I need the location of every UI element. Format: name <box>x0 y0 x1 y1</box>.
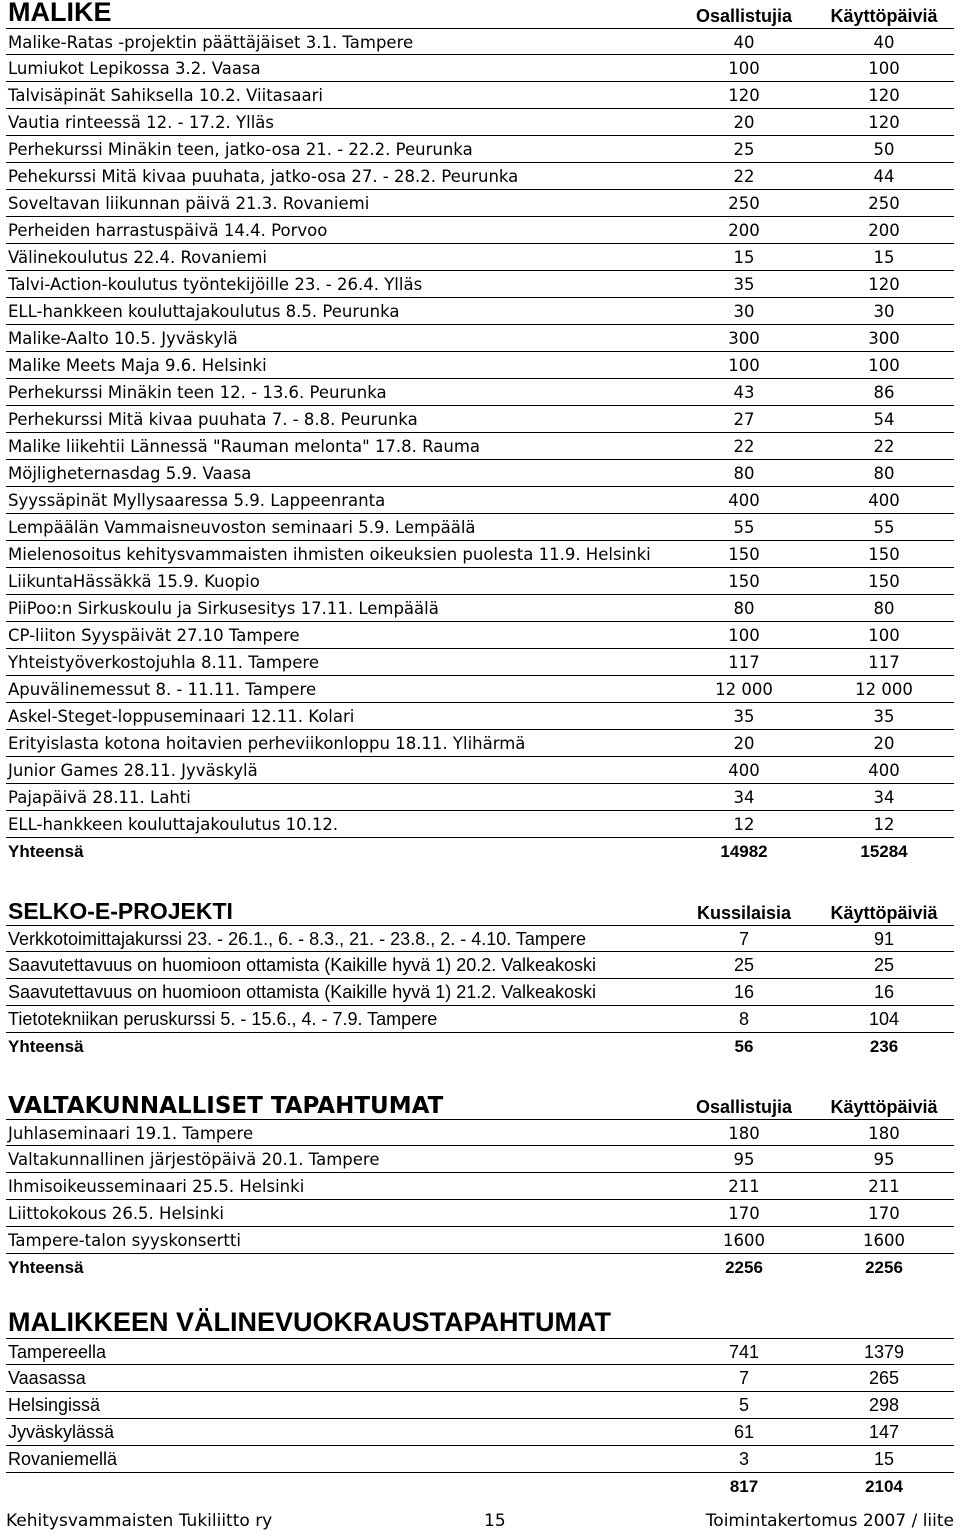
row-value-participants: 25 <box>733 955 755 975</box>
row-value-days: 150 <box>868 545 900 564</box>
row-value-days: 30 <box>873 302 895 321</box>
table-row <box>6 136 954 163</box>
row-value-participants: 741 <box>728 1342 760 1362</box>
row-value-participants: 400 <box>728 761 760 780</box>
row-label: Perheiden harrastuspäivä 14.4. Porvoo <box>8 221 328 240</box>
row-label: Verkkotoimittajakurssi 23. - 26.1., 6. - 8.3., 21. - 23.8., 2. - 4.10. Tampere <box>8 929 586 949</box>
table-row <box>6 1338 954 1365</box>
row-label: Perhekurssi Mitä kivaa puuhata 7. - 8.8. Peurunka <box>8 410 418 429</box>
row-value-days: 15 <box>873 1449 895 1469</box>
row-value-participants: 150 <box>728 572 760 591</box>
row-label: Apuvälinemessut 8. - 11.11. Tampere <box>8 680 317 699</box>
row-value-days: 180 <box>868 1124 900 1143</box>
row-value-days: 12 000 <box>855 680 913 699</box>
row-value-participants: 22 <box>733 437 755 456</box>
row-label: Rovaniemellä <box>8 1449 118 1469</box>
table-row <box>6 1392 954 1419</box>
table-row <box>6 217 954 244</box>
column-header-days: Käyttöpäiviä <box>830 6 938 26</box>
table-row <box>6 622 954 649</box>
row-value-participants: 250 <box>728 194 760 213</box>
row-value-days: 300 <box>868 329 900 348</box>
row-value-days: 400 <box>868 761 900 780</box>
row-label: Lempäälän Vammaisneuvoston seminaari 5.9. Lempäälä <box>8 518 476 537</box>
row-label: Syyssäpinät Myllysaaressa 5.9. Lappeenranta <box>8 491 386 510</box>
table-row <box>6 28 954 55</box>
section-header <box>6 1091 954 1119</box>
row-label: Möjligheternasdag 5.9. Vaasa <box>8 464 252 483</box>
total-row <box>6 1033 954 1060</box>
row-value-days: 1379 <box>863 1342 905 1362</box>
row-value-days: 265 <box>868 1368 900 1388</box>
table-row <box>6 1446 954 1473</box>
section-header <box>6 0 954 28</box>
table-row <box>6 298 954 325</box>
row-value-days: 55 <box>873 518 895 537</box>
section-valtakunnalliset <box>6 1091 954 1281</box>
row-value-days: 147 <box>868 1422 900 1442</box>
table-row <box>6 541 954 568</box>
row-value-days: 1600 <box>863 1231 905 1250</box>
section-title: MALIKKEEN VÄLINEVUOKRAUSTAPAHTUMAT <box>8 1307 611 1337</box>
row-label: Askel-Steget-loppuseminaari 12.11. Kolari <box>8 707 355 726</box>
row-label: Malike-Ratas -projektin päättäjäiset 3.1. Tampere <box>8 33 414 52</box>
section-valinevuokraus <box>6 1307 954 1500</box>
table-row <box>6 352 954 379</box>
table-body <box>6 1338 954 1500</box>
page-footer <box>0 1511 960 1535</box>
row-label: Yhteistyöverkostojuhla 8.11. Tampere <box>8 653 319 672</box>
table-row <box>6 82 954 109</box>
row-value-participants: 20 <box>733 734 755 753</box>
table-row <box>6 325 954 352</box>
total-label: Yhteensä <box>8 842 84 861</box>
row-value-participants: 15 <box>733 248 755 267</box>
row-label: Ihmisoikeusseminaari 25.5. Helsinki <box>8 1177 305 1196</box>
row-value-participants: 100 <box>728 59 760 78</box>
table-row <box>6 487 954 514</box>
row-value-days: 34 <box>873 788 895 807</box>
row-label: Lumiukot Lepikossa 3.2. Vaasa <box>8 59 261 78</box>
table-row <box>6 952 954 979</box>
row-label: Erityislasta kotona hoitavien perheviikonloppu 18.11. Ylihärmä <box>8 734 526 753</box>
section-header <box>6 897 954 925</box>
row-value-participants: 20 <box>733 113 755 132</box>
row-value-days: 120 <box>868 113 900 132</box>
row-value-participants: 211 <box>728 1177 760 1196</box>
row-value-participants: 3 <box>738 1449 749 1469</box>
row-value-days: 104 <box>868 1009 900 1029</box>
table-row <box>6 568 954 595</box>
row-value-participants: 34 <box>733 788 755 807</box>
row-value-participants: 300 <box>728 329 760 348</box>
table-row <box>6 271 954 298</box>
row-label: ELL-hankkeen kouluttajakoulutus 10.12. <box>8 815 339 834</box>
table-row <box>6 163 954 190</box>
row-value-participants: 95 <box>733 1150 755 1169</box>
table-row <box>6 676 954 703</box>
total-participants: 56 <box>734 1037 754 1056</box>
total-label: Yhteensä <box>8 1258 84 1277</box>
row-value-days: 95 <box>873 1150 895 1169</box>
row-value-participants: 100 <box>728 356 760 375</box>
table-row <box>6 649 954 676</box>
row-label: Liittokokous 26.5. Helsinki <box>8 1204 224 1223</box>
row-label: Juhlaseminaari 19.1. Tampere <box>8 1124 254 1143</box>
table-row <box>6 1365 954 1392</box>
table-row <box>6 1146 954 1173</box>
table-body <box>6 28 954 865</box>
row-label: CP-liiton Syyspäivät 27.10 Tampere <box>8 626 300 645</box>
row-value-participants: 27 <box>733 410 755 429</box>
row-value-days: 44 <box>873 167 895 186</box>
row-label: PiiPoo:n Sirkuskoulu ja Sirkusesitys 17.11. Lempäälä <box>8 599 439 618</box>
row-label: Malike-Aalto 10.5. Jyväskylä <box>8 329 238 348</box>
section-title: SELKO-E-PROJEKTI <box>8 898 233 924</box>
row-value-days: 35 <box>873 707 895 726</box>
row-value-participants: 30 <box>733 302 755 321</box>
row-value-days: 80 <box>873 464 895 483</box>
row-label: Pehekurssi Mitä kivaa puuhata, jatko-osa 27. - 28.2. Peurunka <box>8 167 519 186</box>
row-value-participants: 61 <box>733 1422 755 1442</box>
table-row <box>6 1173 954 1200</box>
row-value-days: 40 <box>873 33 895 52</box>
column-header-days: Käyttöpäiviä <box>830 903 938 923</box>
row-value-participants: 16 <box>733 982 755 1002</box>
table-row <box>6 757 954 784</box>
row-label: Tampereella <box>8 1342 107 1362</box>
row-value-days: 170 <box>868 1204 900 1223</box>
total-participants: 2256 <box>725 1258 763 1277</box>
row-value-days: 250 <box>868 194 900 213</box>
row-value-days: 12 <box>873 815 895 834</box>
row-value-days: 86 <box>873 383 895 402</box>
row-value-days: 100 <box>868 59 900 78</box>
row-value-participants: 80 <box>733 599 755 618</box>
row-label: Vautia rinteessä 12. - 17.2. Ylläs <box>8 113 274 132</box>
row-label: LiikuntaHässäkkä 15.9. Kuopio <box>8 572 260 591</box>
row-value-days: 120 <box>868 86 900 105</box>
row-value-days: 211 <box>868 1177 900 1196</box>
row-value-participants: 5 <box>738 1395 749 1415</box>
table-row <box>6 514 954 541</box>
row-value-days: 117 <box>868 653 900 672</box>
row-value-participants: 150 <box>728 545 760 564</box>
table-row <box>6 406 954 433</box>
table-row <box>6 379 954 406</box>
column-header-participants: Kussilaisia <box>696 903 792 923</box>
row-value-participants: 400 <box>728 491 760 510</box>
table-row <box>6 811 954 838</box>
row-label: Jyväskylässä <box>8 1422 115 1442</box>
row-value-participants: 25 <box>733 140 755 159</box>
table-row <box>6 460 954 487</box>
row-label: Tietotekniikan peruskurssi 5. - 15.6., 4. - 7.9. Tampere <box>8 1009 438 1029</box>
total-row <box>6 1254 954 1281</box>
row-value-days: 25 <box>873 955 895 975</box>
row-label: Vaasassa <box>8 1368 86 1388</box>
column-header-participants: Osallistujia <box>695 1097 793 1117</box>
total-row <box>6 838 954 865</box>
table-row <box>6 925 954 952</box>
row-value-days: 100 <box>868 626 900 645</box>
footer-organization: Kehitysvammaisten Tukiliitto ry <box>6 1511 273 1531</box>
row-label: Malike liikehtii Lännessä "Rauman melonta" 17.8. Rauma <box>8 437 481 456</box>
row-label: Helsingissä <box>8 1395 101 1415</box>
row-label: Perhekurssi Minäkin teen 12. - 13.6. Peurunka <box>8 383 387 402</box>
section-header <box>6 1307 954 1338</box>
row-value-participants: 35 <box>733 707 755 726</box>
table-row <box>6 979 954 1006</box>
table-row <box>6 730 954 757</box>
row-value-participants: 100 <box>728 626 760 645</box>
row-value-participants: 7 <box>738 1368 749 1388</box>
column-header-participants: Osallistujia <box>695 6 793 26</box>
total-row <box>6 1473 954 1500</box>
row-value-days: 80 <box>873 599 895 618</box>
row-value-days: 200 <box>868 221 900 240</box>
row-label: Junior Games 28.11. Jyväskylä <box>8 761 258 780</box>
row-value-participants: 170 <box>728 1204 760 1223</box>
row-label: ELL-hankkeen kouluttajakoulutus 8.5. Peurunka <box>8 302 400 321</box>
row-label: Saavutettavuus on huomioon ottamista (Kaikille hyvä 1) 20.2. Valkeakoski <box>8 955 596 975</box>
row-value-days: 120 <box>868 275 900 294</box>
section-malike <box>6 0 954 865</box>
table-row <box>6 784 954 811</box>
table-row <box>6 190 954 217</box>
row-value-participants: 117 <box>728 653 760 672</box>
footer-document-title: Toimintakertomus 2007 / liite <box>705 1511 954 1531</box>
row-value-participants: 8 <box>738 1009 749 1029</box>
section-title: MALIKE <box>8 0 112 27</box>
row-label: Valtakunnallinen järjestöpäivä 20.1. Tampere <box>8 1150 380 1169</box>
row-label: Mielenosoitus kehitysvammaisten ihmisten oikeuksien puolesta 11.9. Helsinki <box>8 545 651 564</box>
row-label: Tampere-talon syyskonsertti <box>8 1231 241 1250</box>
row-value-days: 91 <box>873 929 895 949</box>
table-row <box>6 55 954 82</box>
row-value-participants: 180 <box>728 1124 760 1143</box>
total-participants: 817 <box>729 1477 759 1496</box>
row-label: Välinekoulutus 22.4. Rovaniemi <box>8 248 267 267</box>
row-value-participants: 40 <box>733 33 755 52</box>
row-value-participants: 200 <box>728 221 760 240</box>
row-value-participants: 7 <box>738 929 749 949</box>
row-value-participants: 80 <box>733 464 755 483</box>
row-value-days: 54 <box>873 410 895 429</box>
row-label: Talvi-Action-koulutus työntekijöille 23. - 26.4. Ylläs <box>8 275 423 294</box>
table-row <box>6 1419 954 1446</box>
total-days: 236 <box>869 1037 899 1056</box>
table-body <box>6 925 954 1060</box>
row-value-participants: 1600 <box>723 1231 765 1250</box>
row-value-participants: 22 <box>733 167 755 186</box>
page-number: 15 <box>484 1511 506 1531</box>
row-value-participants: 12 000 <box>715 680 773 699</box>
section-selko <box>6 897 954 1060</box>
row-label: Talvisäpinät Sahiksella 10.2. Viitasaari <box>8 86 323 105</box>
row-label: Soveltavan liikunnan päivä 21.3. Rovaniemi <box>8 194 370 213</box>
table-body <box>6 1119 954 1281</box>
column-header-days: Käyttöpäiviä <box>830 1097 938 1117</box>
row-value-days: 150 <box>868 572 900 591</box>
row-value-days: 22 <box>873 437 895 456</box>
table-row <box>6 433 954 460</box>
table-row <box>6 109 954 136</box>
table-row <box>6 595 954 622</box>
row-value-participants: 55 <box>733 518 755 537</box>
total-days: 2104 <box>865 1477 903 1496</box>
table-row <box>6 1119 954 1146</box>
total-label: Yhteensä <box>8 1037 84 1056</box>
row-value-days: 16 <box>873 982 895 1002</box>
table-row <box>6 1227 954 1254</box>
row-value-days: 400 <box>868 491 900 510</box>
table-row <box>6 1200 954 1227</box>
row-label: Malike Meets Maja 9.6. Helsinki <box>8 356 267 375</box>
row-label: Pajapäivä 28.11. Lahti <box>8 788 191 807</box>
row-label: Saavutettavuus on huomioon ottamista (Kaikille hyvä 1) 21.2. Valkeakoski <box>8 982 596 1002</box>
row-value-participants: 12 <box>733 815 755 834</box>
total-participants: 14982 <box>720 842 768 861</box>
row-label: Perhekurssi Minäkin teen, jatko-osa 21. - 22.2. Peurunka <box>8 140 473 159</box>
row-value-days: 100 <box>868 356 900 375</box>
total-days: 2256 <box>865 1258 903 1277</box>
row-value-days: 298 <box>868 1395 900 1415</box>
row-value-days: 20 <box>873 734 895 753</box>
table-row <box>6 244 954 271</box>
total-days: 15284 <box>860 842 908 861</box>
row-value-participants: 35 <box>733 275 755 294</box>
row-value-participants: 43 <box>733 383 755 402</box>
row-value-days: 15 <box>873 248 895 267</box>
row-value-participants: 120 <box>728 86 760 105</box>
table-row <box>6 1006 954 1033</box>
row-value-days: 50 <box>873 140 895 159</box>
section-title: VALTAKUNNALLISET TAPAHTUMAT <box>8 1093 444 1119</box>
table-row <box>6 703 954 730</box>
